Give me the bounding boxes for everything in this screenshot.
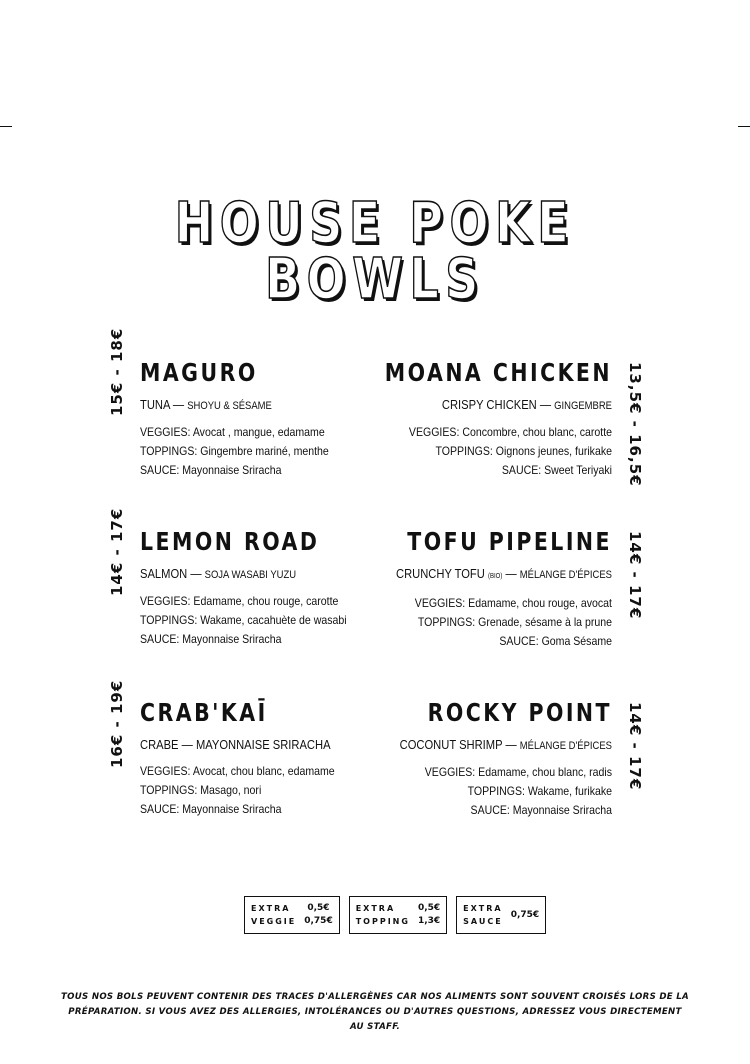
item-sauce: SAUCE: Goma Sésame xyxy=(499,634,612,648)
item-toppings: TOPPINGS: Oignons jeunes, furikake xyxy=(435,444,612,458)
item-sauce: SAUCE: Mayonnaise Sriracha xyxy=(140,802,282,816)
extra-sauce-box: EXTRA SAUCE 0,75€ xyxy=(456,896,546,934)
allergen-notice: TOUS NOS BOLS PEUVENT CONTENIR DES TRACES D'ALLERGÈNES CAR NOS ALIMENTS SONT SOUVENT CROISÉS LORS DE LA PRÉPARATION. SI VOUS AVEZ DES ALLERGIES, INTOLÉRANCES OU D'AUTRES QUESTIONS, ADRESSEZ VOUS DIRECTEMENT AU STAFF. xyxy=(61,992,689,1032)
price-maguro: 15€ - 18€ xyxy=(108,327,126,416)
item-protein-line: CRISPY CHICKEN — GINGEMBRE xyxy=(441,397,612,412)
item-veggies: VEGGIES: Avocat, chou blanc, edamame xyxy=(140,764,335,778)
item-protein-line: CRABE — MAYONNAISE SRIRACHA xyxy=(140,737,331,752)
item-toppings: TOPPINGS: Wakame, cacahuète de wasabi xyxy=(140,613,347,627)
item-name: ROCKY POINT xyxy=(427,698,612,727)
price-lemon-road: 14€ - 17€ xyxy=(108,507,126,596)
item-veggies: VEGGIES: Concombre, chou blanc, carotte xyxy=(408,425,612,439)
extra-topping-box: EXTRA TOPPING 0,5€ 1,3€ xyxy=(349,896,447,934)
price-crab-kai: 16€ - 19€ xyxy=(108,679,126,768)
item-protein-line: CRUNCHY TOFU (BIO) — MÉLANGE D'ÉPICES xyxy=(396,566,612,581)
crop-mark-right xyxy=(738,126,750,127)
item-name: MAGURO xyxy=(140,358,258,387)
menu-item-moana-chicken xyxy=(312,358,612,480)
extras-row xyxy=(244,896,546,934)
price-moana-chicken: 13,5€ - 16,5€ xyxy=(626,362,644,487)
item-veggies: VEGGIES: Avocat , mangue, edamame xyxy=(140,425,325,439)
price-rocky-point: 14€ - 17€ xyxy=(626,702,644,791)
item-sauce: SAUCE: Mayonnaise Sriracha xyxy=(140,632,282,646)
item-veggies: VEGGIES: Edamame, chou blanc, radis xyxy=(424,765,612,779)
item-sauce: SAUCE: Sweet Teriyaki xyxy=(501,463,612,477)
item-protein-line: SALMON — SOJA WASABI YUZU xyxy=(140,566,297,581)
item-sauce: SAUCE: Mayonnaise Sriracha xyxy=(470,803,612,817)
item-toppings: TOPPINGS: Wakame, furikake xyxy=(467,784,612,798)
item-toppings: TOPPINGS: Gingembre mariné, menthe xyxy=(140,444,329,458)
price-tofu-pipeline: 14€ - 17€ xyxy=(626,531,644,620)
item-name: CRAB'KAĪ xyxy=(140,698,268,727)
item-toppings: TOPPINGS: Masago, nori xyxy=(140,783,262,797)
item-name: MOANA CHICKEN xyxy=(384,358,612,387)
item-name: LEMON ROAD xyxy=(140,527,320,556)
item-sauce: SAUCE: Mayonnaise Sriracha xyxy=(140,463,282,477)
item-toppings: TOPPINGS: Grenade, sésame à la prune xyxy=(417,615,612,629)
crop-mark-left xyxy=(0,126,12,127)
menu-title: HOUSE POKE BOWLS xyxy=(174,191,576,312)
extra-veggie-box: EXTRA VEGGIE 0,5€ 0,75€ xyxy=(244,896,340,934)
menu-item-rocky-point xyxy=(312,698,612,820)
item-veggies: VEGGIES: Edamame, chou rouge, avocat xyxy=(414,596,612,610)
menu-item-tofu-pipeline xyxy=(312,527,612,651)
item-name: TOFU PIPELINE xyxy=(407,527,612,556)
item-protein-line: COCONUT SHRIMP — MÉLANGE D'ÉPICES xyxy=(399,737,612,752)
item-protein-line: TUNA — SHOYU & SÉSAME xyxy=(140,397,272,412)
item-veggies: VEGGIES: Edamame, chou rouge, carotte xyxy=(140,594,339,608)
